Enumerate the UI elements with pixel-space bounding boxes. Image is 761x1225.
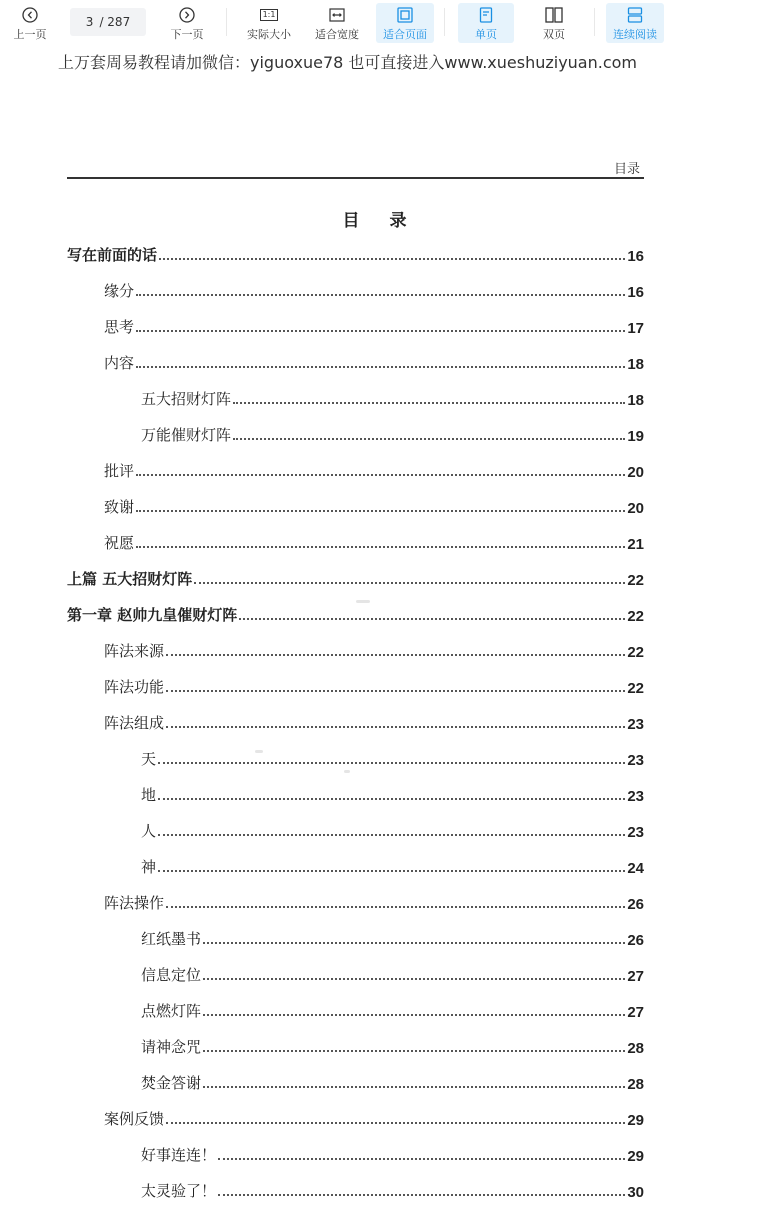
toc-dot-leader: [136, 546, 625, 548]
toc-dot-leader: [166, 690, 625, 692]
toc-entry[interactable]: [104, 495, 644, 517]
toc-entry-page: 21: [627, 536, 644, 553]
continuous-read-icon: [627, 6, 643, 24]
toc-entry[interactable]: [141, 1035, 644, 1057]
toc-title: 目 录: [342, 211, 419, 231]
toc-entry-title: 阵法操作: [104, 894, 165, 912]
scan-smudge: [255, 750, 263, 753]
toc-entry-page: 28: [627, 1040, 644, 1057]
fit-page-icon: [397, 6, 413, 24]
toc-entry[interactable]: [141, 1071, 644, 1093]
toc-dot-leader: [158, 834, 625, 836]
toc-entry-page: 22: [627, 644, 644, 661]
toc-entry-title: 思考: [104, 318, 135, 336]
toc-entry-page: 18: [627, 356, 644, 373]
next-page-label: 下一页: [170, 28, 204, 41]
actual-size-label: 实际大小: [247, 28, 291, 41]
toc-entry[interactable]: [141, 747, 644, 769]
toc-entry-title: 信息定位: [141, 966, 202, 984]
toc-entry-title: 内容: [104, 354, 135, 372]
toc-entry-page: 20: [627, 500, 644, 517]
toc-entry-title: 焚金答谢: [141, 1074, 202, 1092]
fit-page-label: 适合页面: [383, 28, 427, 41]
toc-entry[interactable]: [141, 1179, 644, 1201]
toc-entry-title: 请神念咒: [141, 1038, 202, 1056]
toc-entry[interactable]: [104, 1107, 644, 1129]
toc-dot-leader: [158, 762, 625, 764]
toc-entry-title: 五大招财灯阵: [141, 390, 232, 408]
toc-entry-page: 28: [627, 1076, 644, 1093]
toolbar-divider: [444, 8, 445, 36]
toc-entry[interactable]: [104, 639, 644, 661]
toc-entry-title: 万能催财灯阵: [141, 426, 232, 444]
fit-page-button[interactable]: [376, 3, 434, 43]
toc-dot-leader: [166, 906, 625, 908]
page-number-box[interactable]: [70, 8, 146, 36]
toc-dot-leader: [203, 1050, 625, 1052]
toc-dot-leader: [136, 294, 625, 296]
toc-entry[interactable]: [104, 459, 644, 481]
toc-dot-leader: [218, 1194, 625, 1196]
toc-entry[interactable]: [104, 315, 644, 337]
toc-dot-leader: [136, 510, 625, 512]
toc-entry-page: 16: [627, 284, 644, 301]
toc-dot-leader: [159, 258, 625, 260]
scan-smudge: [356, 600, 370, 603]
toc-entry-title: 祝愿: [104, 534, 135, 552]
double-page-label: 双页: [543, 28, 565, 41]
prev-page-button[interactable]: [8, 3, 52, 43]
actual-size-glyph: 1:1: [260, 9, 279, 21]
toc-entry-title: 太灵验了！: [141, 1182, 217, 1200]
toolbar-divider: [594, 8, 595, 36]
toc-entry-page: 20: [627, 464, 644, 481]
toc-entry-title: 上篇 五大招财灯阵: [67, 570, 193, 588]
toc-entry-title: 点燃灯阵: [141, 1002, 202, 1020]
continuous-read-label: 连续阅读: [613, 28, 657, 41]
toc-entry-title: 案例反馈: [104, 1110, 165, 1128]
viewer-toolbar: [0, 0, 761, 46]
current-page-input[interactable]: 3: [85, 15, 94, 29]
toc-entry-title: 批评: [104, 462, 135, 480]
prev-page-label: 上一页: [13, 28, 47, 41]
toc-dot-leader: [166, 726, 625, 728]
toc-entry[interactable]: [141, 819, 644, 841]
single-page-label: 单页: [475, 28, 497, 41]
double-page-button[interactable]: [526, 3, 582, 43]
chevron-left-circle-icon: [22, 6, 38, 24]
fit-width-icon: [329, 6, 345, 24]
toolbar-divider: [226, 8, 227, 36]
actual-size-icon: [260, 6, 279, 24]
toc-entry-title: 写在前面的话: [67, 246, 158, 264]
toc-entry-title: 神: [141, 858, 157, 876]
toc-dot-leader: [166, 1122, 625, 1124]
toc-entry[interactable]: [104, 711, 644, 733]
running-header: 目录: [614, 162, 641, 177]
toc-entry[interactable]: [67, 567, 644, 589]
toc-entry[interactable]: [104, 351, 644, 373]
fit-width-button[interactable]: [308, 3, 366, 43]
toc-entry-page: 23: [627, 788, 644, 805]
toc-dot-leader: [203, 942, 625, 944]
toc-entry-title: 地: [141, 786, 157, 804]
wechat-banner-text: 上万套周易教程请加微信：yiguoxue78 也可直接进入www.xueshuziyuan.com: [58, 53, 638, 72]
toc-entry[interactable]: [141, 423, 644, 445]
toc-entry-title: 人: [141, 822, 157, 840]
toc-dot-leader: [194, 582, 625, 584]
toc-dot-leader: [136, 330, 625, 332]
toc-entry-page: 26: [627, 932, 644, 949]
toc-entry[interactable]: [141, 783, 644, 805]
toc-entry-page: 18: [627, 392, 644, 409]
fit-width-label: 适合宽度: [315, 28, 359, 41]
toc-entry-title: 阵法组成: [104, 714, 165, 732]
toc-entry-page: 29: [627, 1148, 644, 1165]
toc-entry-page: 30: [627, 1184, 644, 1201]
toc-entry[interactable]: [141, 963, 644, 985]
toc-dot-leader: [203, 1014, 625, 1016]
toc-dot-leader: [136, 366, 625, 368]
toc-entry[interactable]: [67, 243, 644, 265]
toc-entry[interactable]: [104, 531, 644, 553]
toc-entry-title: 致谢: [104, 498, 135, 516]
toc-entry-title: 缘分: [104, 282, 135, 300]
toc-entry-page: 17: [627, 320, 644, 337]
toc-entry[interactable]: [141, 387, 644, 409]
toc-entry-page: 24: [627, 860, 644, 877]
single-page-icon: [479, 6, 493, 24]
total-pages: / 287: [99, 15, 131, 29]
toc-entry-title: 好事连连！: [141, 1146, 217, 1164]
toc-entry-page: 22: [627, 680, 644, 697]
chevron-right-circle-icon: [179, 6, 195, 24]
header-rule: [67, 177, 644, 179]
toc-dot-leader: [233, 438, 625, 440]
toc-entry[interactable]: [141, 927, 644, 949]
toc-entry-page: 22: [627, 572, 644, 589]
toc-dot-leader: [233, 402, 625, 404]
single-page-button[interactable]: [458, 3, 514, 43]
toc-entry-page: 19: [627, 428, 644, 445]
toc-entry-title: 第一章 赵帅九皇催财灯阵: [67, 606, 238, 624]
toc-entry-page: 27: [627, 968, 644, 985]
toc-dot-leader: [218, 1158, 625, 1160]
toc-entry[interactable]: [104, 279, 644, 301]
actual-size-button[interactable]: [240, 3, 298, 43]
toc-entry-title: 阵法功能: [104, 678, 165, 696]
toc-entry-page: 29: [627, 1112, 644, 1129]
toc-entry-page: 16: [627, 248, 644, 265]
toc-dot-leader: [136, 474, 625, 476]
toc-entry-page: 27: [627, 1004, 644, 1021]
toc-entry-page: 23: [627, 716, 644, 733]
toc-entry[interactable]: [104, 891, 644, 913]
double-page-icon: [545, 6, 563, 24]
toc-entry-title: 阵法来源: [104, 642, 165, 660]
toc-entry-page: 26: [627, 896, 644, 913]
next-page-button[interactable]: [165, 3, 209, 43]
toc-entry-page: 23: [627, 824, 644, 841]
toc-dot-leader: [239, 618, 625, 620]
toc-entry-title: 红纸墨书: [141, 930, 202, 948]
continuous-read-button[interactable]: [606, 3, 664, 43]
toc-entry-page: 22: [627, 608, 644, 625]
toc-entry[interactable]: [141, 855, 644, 877]
toc-entry-title: 天: [141, 750, 157, 768]
toc-dot-leader: [166, 654, 625, 656]
toc-dot-leader: [203, 1086, 625, 1088]
toc-entry[interactable]: [141, 1143, 644, 1165]
toc-entry-page: 23: [627, 752, 644, 769]
toc-dot-leader: [158, 798, 625, 800]
toc-dot-leader: [203, 978, 625, 980]
toc-entry[interactable]: [104, 675, 644, 697]
toc-dot-leader: [158, 870, 625, 872]
scan-smudge: [344, 770, 350, 773]
toc-entry[interactable]: [67, 603, 644, 625]
toc-entry[interactable]: [141, 999, 644, 1021]
